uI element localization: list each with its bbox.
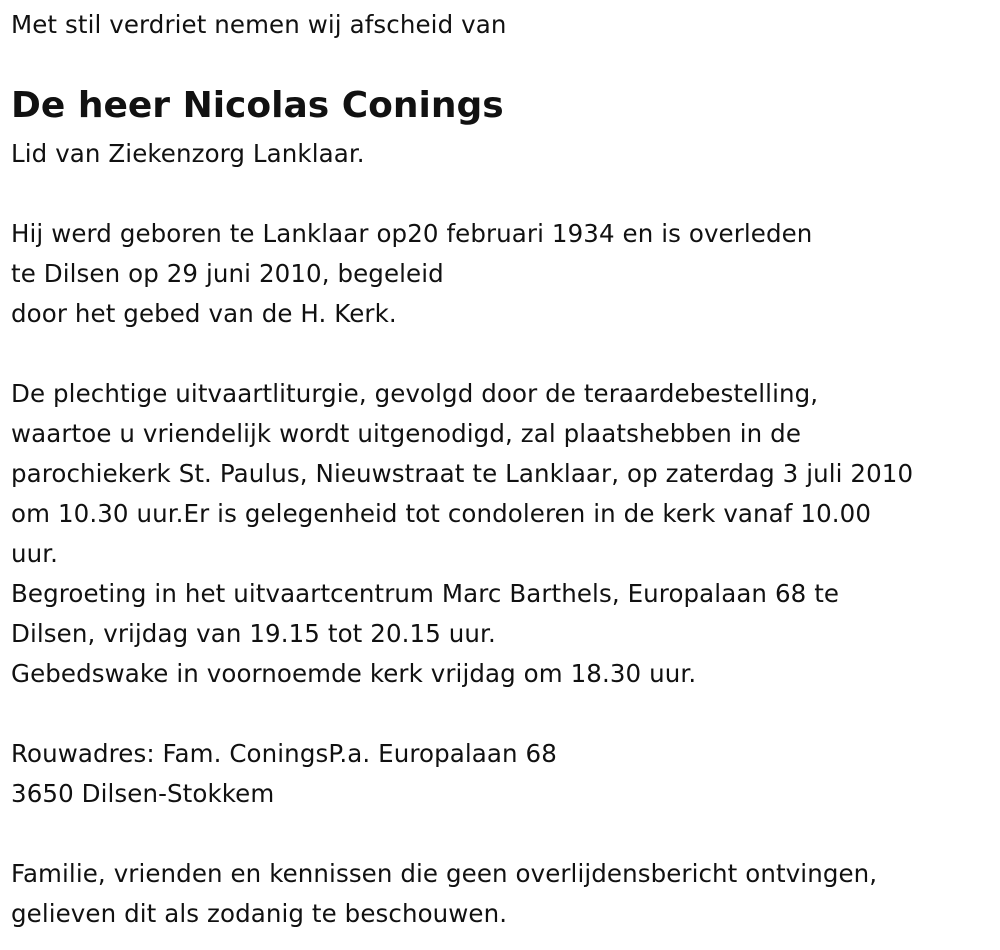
funeral-line: Begroeting in het uitvaartcentrum Marc Barthels, Europalaan 68 te <box>11 579 840 608</box>
deceased-name: De heer Nicolas Conings <box>11 85 504 126</box>
intro-text: Met stil verdriet nemen wij afscheid van <box>11 10 507 39</box>
funeral-line: parochiekerk St. Paulus, Nieuwstraat te Lanklaar, op zaterdag 3 juli 2010 <box>11 459 914 488</box>
closing-line: gelieven dit als zodanig te beschouwen. <box>11 899 508 928</box>
funeral-line: uur. <box>11 539 59 568</box>
funeral-line: waartoe u vriendelijk wordt uitgenodigd, zal plaatshebben in de <box>11 419 802 448</box>
birth-death-line: te Dilsen op 29 juni 2010, begeleid <box>11 259 444 288</box>
address-line: Rouwadres: Fam. ConingsP.a. Europalaan 68 <box>11 739 557 768</box>
membership-text: Lid van Ziekenzorg Lanklaar. <box>11 139 365 168</box>
funeral-line: Gebedswake in voornoemde kerk vrijdag om 18.30 uur. <box>11 659 697 688</box>
funeral-line: om 10.30 uur.Er is gelegenheid tot condoleren in de kerk vanaf 10.00 <box>11 499 872 528</box>
birth-death-line: Hij werd geboren te Lanklaar op20 februari 1934 en is overleden <box>11 219 813 248</box>
birth-death-line: door het gebed van de H. Kerk. <box>11 299 397 328</box>
address-line: 3650 Dilsen-Stokkem <box>11 779 275 808</box>
closing-line: Familie, vrienden en kennissen die geen overlijdensbericht ontvingen, <box>11 859 878 888</box>
funeral-line: Dilsen, vrijdag van 19.15 tot 20.15 uur. <box>11 619 496 648</box>
funeral-line: De plechtige uitvaartliturgie, gevolgd door de teraardebestelling, <box>11 379 819 408</box>
